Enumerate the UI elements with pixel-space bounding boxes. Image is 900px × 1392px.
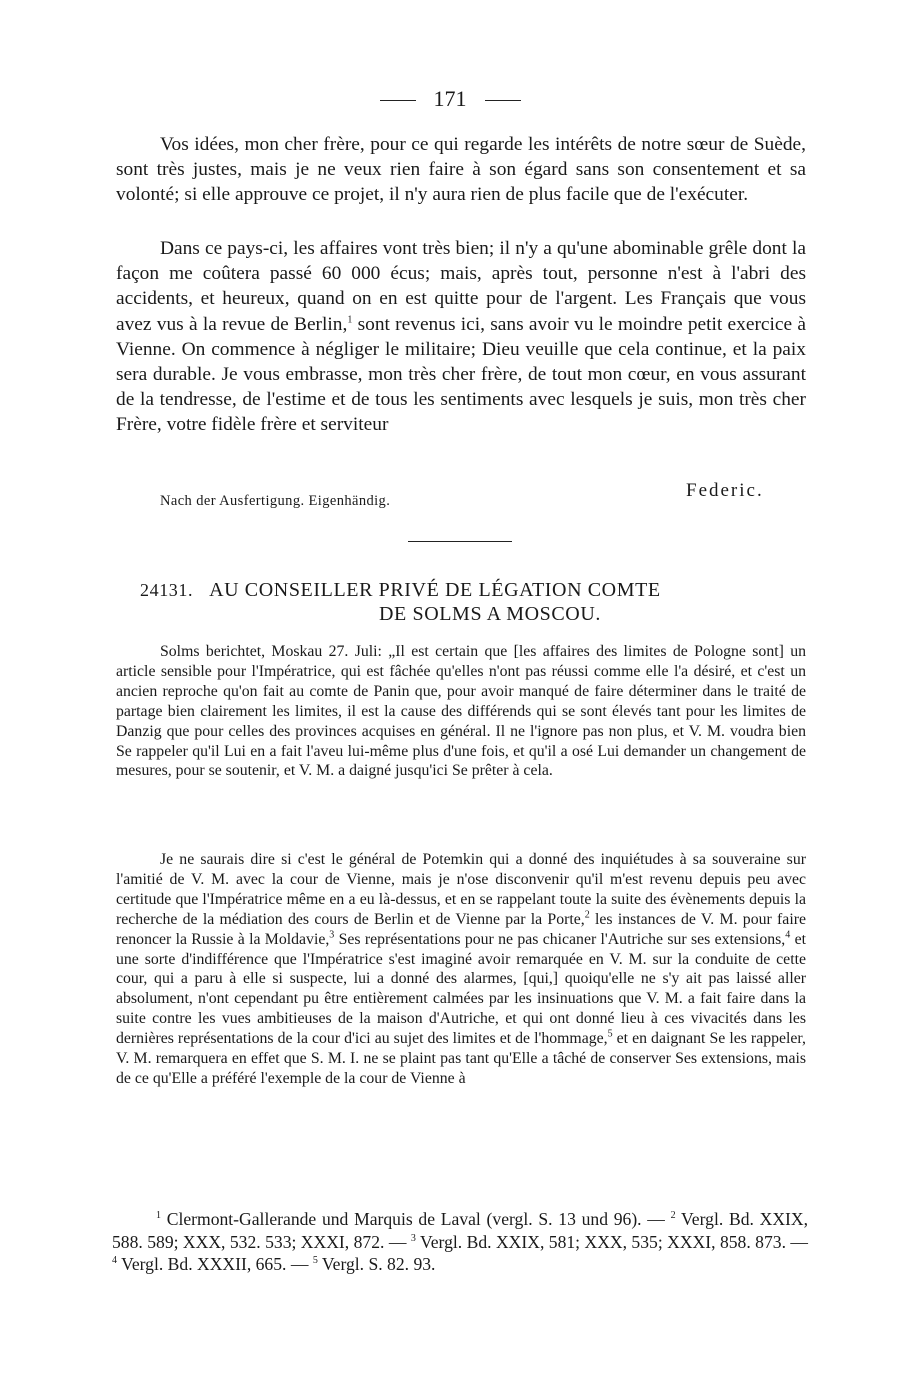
- letter-number: 24131.: [140, 580, 194, 600]
- letter-paragraph-1: Vos idées, mon cher frère, pour ce qui regarde les intérêts de notre sœur de Suède, sont très justes, mais je ne veux rien faire à son égard sans son consentement et sa volonté; si elle approuve ce projet, il n'y aura rien de plus facile que de l'exécuter.: [116, 134, 806, 206]
- footnote-marker-2: 2: [584, 909, 590, 921]
- footnote-marker-3: 3: [329, 929, 335, 941]
- page-number: 171: [433, 86, 467, 111]
- header-rule-left: [380, 100, 416, 101]
- letter-title-line-2: DE SOLMS A MOSCOU.: [379, 603, 601, 625]
- footnote-marker-4: 4: [785, 929, 791, 941]
- signature: Federic.: [686, 480, 764, 501]
- footnote-marker-1: 1: [347, 314, 353, 326]
- letter-title: [140, 578, 800, 626]
- section-divider: [408, 541, 512, 542]
- report-paragraph-1: Solms berichtet, Moskau 27. Juli: „Il est certain que [les affaires des limites de Pologne sont] un article sensible pour l'Impératrice, qui est fâchée qu'elles n'ont pas réussi comme elle l'a désiré, et c'est un ancien reproche qu'on fait au comte de Panin que, pour avoir manqué de faire déterminer dans le traité de partage bien clairement les limites, il est la cause des différends qui se sont élevés tant pour les limites de Danzig que pour celles des provinces acquises en général. Il ne l'ignore pas non plus, et V. M. voudra bien Se rappeler qu'il Lui en a fait l'aveu lui-même plus d'une fois, et qu'il a osé Lui demander un changement de mesures, pour se soutenir, et V. M. a daigné jusqu'ici Se prêter à cela.: [116, 643, 806, 780]
- page-header: [0, 86, 900, 112]
- letter-title-line-1: AU CONSEILLER PRIVÉ DE LÉGATION COMTE: [209, 579, 661, 601]
- report-paragraph-2: Je ne saurais dire si c'est le général de Potemkin qui a donné des inquiétudes à sa souveraine sur l'amitié de V. M. avec la cour de Vienne, mais je n'ose disconvenir qu'il m'est revenu depuis peu avec certitude que l'Impératrice même en a eu là-dessus, et en se rappelant toute la suite des évènements depuis la recherche de la médiation des cours de Berlin et de Vienne par la Porte,$^2$ les instances de V. M. pour faire renoncer la Russie à la Moldavie,$^3$ Ses représentations pour ne pas chicaner l'Autriche sur ses extensions,$^4$ et une sorte d'indifférence que l'Impératrice s'est imaginé avoir remarquée en V. M. sur la conduite de cette cour, qui a paru à elle si suspecte, lui a donné des alarmes, [qui,] quoiqu'elle ne s'y ait pas laissé aller absolument, n'ont cependant pu être entièrement calmées par les insinuations que V. M. a fait faire dans la suite contre les vues ambitieuses de la maison d'Autriche, et qui ont donné lieu à ces vivacités dans les dernières représentations de la cour d'ici au sujet des limites et de l'hommage,$^5$ et en daignant Se les rappeler, V. M. remarquera en effet que S. M. I. ne se plaint pas tant qu'Elle a tâché de conserver Ses extensions, mais de ce qu'Elle a préféré l'exemple de la cour de Vienne à: [116, 851, 806, 1087]
- footnote-marker-5: 5: [607, 1028, 613, 1040]
- header-rule-right: [485, 100, 521, 101]
- source-note: Nach der Ausfertigung. Eigenhändig.: [160, 493, 391, 509]
- letter-paragraph-2: Dans ce pays-ci, les affaires vont très bien; il n'y a qu'une abominable grêle dont la façon me coûtera passé 60 000 écus; mais, après tout, personne n'est à l'abri des accidents, et heureux, quand on en est quitte pour de l'argent. Les Français que vous avez vus à la revue de Berlin,$^1$ sont revenus ici, sans avoir vu le moindre petit exercice à Vienne. On commence à négliger le militaire; Dieu veuille que cela continue, et la paix sera durable. Je vous embrasse, mon très cher frère, de tout mon cœur, en vous assurant de la tendresse, de l'estime et de tous les sentiments avec lesquels je suis, mon très cher Frère, votre fidèle frère et serviteur: [116, 238, 806, 436]
- footnotes: $^1$ Clermont-Gallerande und Marquis de Laval (vergl. S. 13 und 96). — $^2$ Vergl. Bd. XXIX, 588. 589; XXX, 532. 533; XXXI, 872. — $^3$ Vergl. Bd. XXIX, 581; XXX, 535; XXXI, 858. 873. — $^4$ Vergl. Bd. XXXII, 665. — $^5$ Vergl. S. 82. 93.: [112, 1209, 809, 1275]
